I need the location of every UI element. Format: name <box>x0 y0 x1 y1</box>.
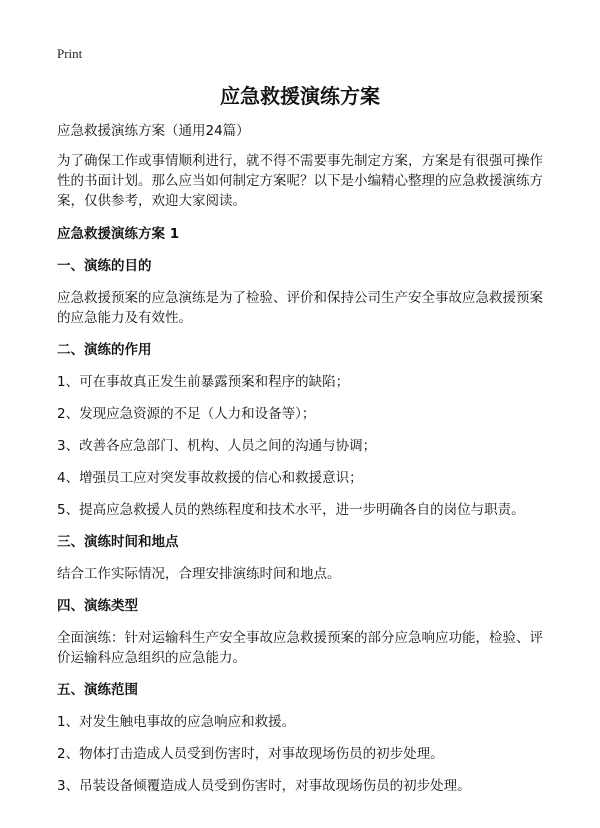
section-heading: 三、演练时间和地点 <box>57 534 179 550</box>
print-link[interactable]: Print <box>57 46 83 61</box>
section-title: 应急救援演练方案 1 <box>57 226 180 242</box>
list-item: 2、发现应急资源的不足（人力和设备等）； <box>57 406 316 422</box>
section-heading: 四、演练类型 <box>57 598 138 614</box>
section-heading: 五、演练范围 <box>57 682 138 698</box>
section-paragraph: 全面演练：针对运输科生产安全事故应急救援预案的部分应急响应功能，检验、评价运输科应急组织的应急能力。 <box>57 630 543 666</box>
section-heading: 二、演练的作用 <box>57 342 152 358</box>
list-item: 2、物体打击造成人员受到伤害时，对事故现场伤员的初步处理。 <box>57 746 444 762</box>
list-item: 3、改善各应急部门、机构、人员之间的沟通与协调； <box>57 438 377 454</box>
section-paragraph: 结合工作实际情况，合理安排演练时间和地点。 <box>57 566 341 582</box>
section-paragraph: 应急救援预案的应急演练是为了检验、评价和保持公司生产安全事故应急救援预案的应急能力及有效性。 <box>57 290 543 326</box>
section-heading: 一、演练的目的 <box>57 258 152 274</box>
intro-paragraph: 为了确保工作或事情顺利进行，就不得不需要事先制定方案，方案是有很强可操作性的书面计划。那么应当如何制定方案呢？以下是小编精心整理的应急救援演练方案，仅供参考，欢迎大家阅读。 <box>57 153 543 209</box>
list-item: 3、吊装设备倾覆造成人员受到伤害时，对事故现场伤员的初步处理。 <box>57 778 471 794</box>
list-item: 4、增强员工应对突发事故救援的信心和救援意识； <box>57 470 363 486</box>
list-item: 5、提高应急救援人员的熟练程度和技术水平，进一步明确各自的岗位与职责。 <box>57 502 525 518</box>
page-title: 应急救援演练方案 <box>220 84 380 108</box>
document-content <box>57 121 555 808</box>
list-item: 1、可在事故真正发生前暴露预案和程序的缺陷； <box>57 374 350 390</box>
list-item: 1、对发生触电事故的应急响应和救援。 <box>57 714 296 730</box>
document-subtitle: 应急救援演练方案（通用24篇） <box>57 123 250 139</box>
